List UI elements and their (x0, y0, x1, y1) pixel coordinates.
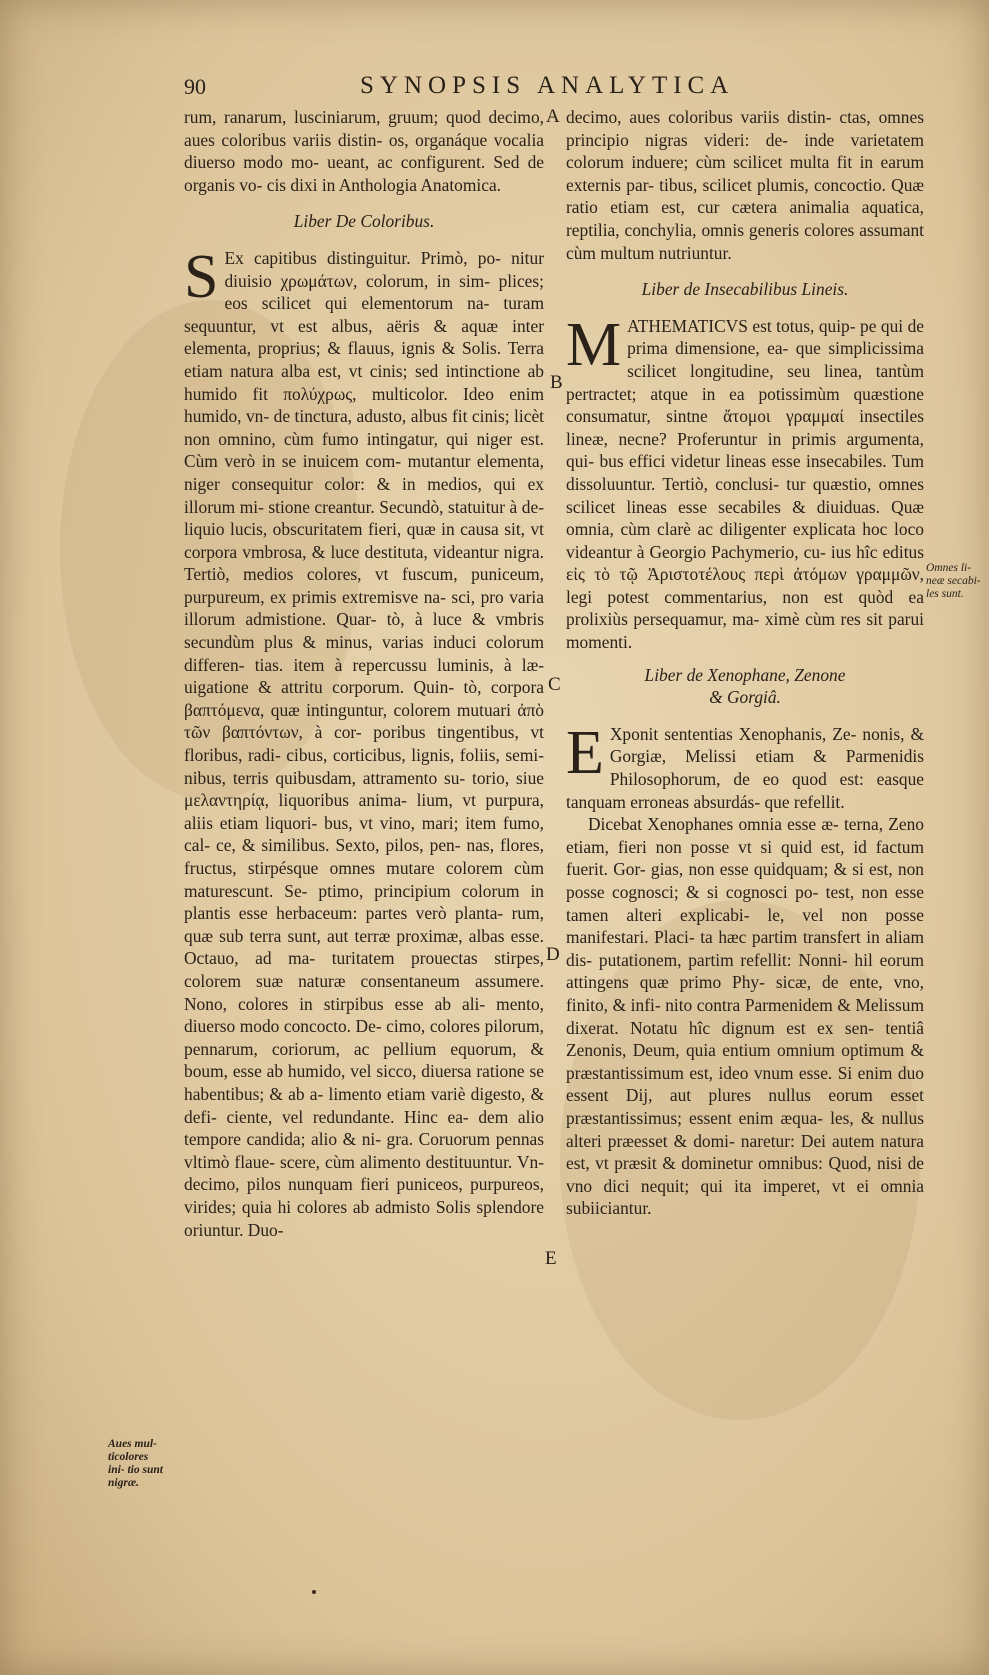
section-title-xenophane-line-1: Liber de Xenophane, Zenone (644, 664, 846, 685)
de-coloribus-text: Ex capitibus distinguitur. Primò, po- nitur diuisio χρωμάτων, colorum, in sim- plices; eos scilicet qui elementorum na- turam sequuntur, vt est albus, aëris & aquæ inter elementa, proprius; & flauus, ignis & Solis. Terra etiam natura alba est, vt cinis; sed intinctione ab humido fit πολύχρως, multicolor. Ideo enim humido, vn- de tinctura, adusto, albus fit cinis; licèt non omnino, cùm fumo intingatur, qui niger est. Cùm verò in se inuicem com- mutantur elementa, niger consequitur color: & in medios, qui ex illorum mi- stione creantur. Secundò, statuitur à de- liquio lucis, obscuritatem fieri, quæ in causa sit, vt corpora vmbrosa, & luce destituta, videantur nigra. Tertiò, medios colores, vt fuscum, puniceum, purpureum, ex primis extremisve na- sci, pro varia illorum admistione. Quar- tò, à luce & vmbris secundùm plus & minus, varias induci colorum differen- tias. item à repercussu luminis, à læ- uigatione & attritu corporum. Quin- tò, corpora βαπτόμενα, quæ intinguntur, colorem mutuari ἀπὸ τῶν βαπτόντων, à cor- poribus tingentibus, vt floribus, radi- cibus, corticibus, lignis, foliis, semi- nibus, terris quibusdam, attramento su- torio, siue μελαντηρίᾳ, liquoribus anima- lium, vt purpura, aliis etiam liquori- bus, vt vino, mari; item fumo, cal- ce, & similibus. Sexto, pilos, pen- nas, flores, fructus, stirpésque omnes mutare colorem cùm maturescunt. Se- ptimo, principium colorum in plantis esse herbaceum: partes verò planta- rum, quæ sub terra sunt, aut terræ proximæ, albas esse. Octauo, ad ma- turitatem prouectas stirpes, colorem suæ naturæ consentaneum assumere. Nono, colores in stirpibus esse ab ali- mento, diuerso modo concocto. De- cimo, colores pilorum, pennarum, coriorum, ac pellium equorum, & boum, esse ab humido, vel sicco, diuersa ratione se habentibus; & ab a- limento etiam variè digesto, & defi- ciente, vel redundante. Hinc ea- dem alio tempore candida; alio & ni- gra. Coruorum pennas vltimò flaue- scere, cùm alimento destituuntur. Vn- decimo, pilos nunquam fieri puniceos, purpureos, virides; quia hi colores ab admisto Solis splendore oriuntur. Duo- (184, 247, 544, 1240)
drop-cap: S (184, 242, 219, 311)
insecabilibus-text: ATHEMATICVS est totus, quip- pe qui de prima dimensione, ea- que simplicissima scilicet longitudine, seu linea, tantùm pertractet; atque in ea potissimùm quæstione consumatur, sintne ἄτομοι γραμμαί insectiles lineæ, necne? Proferuntur in primis argumenta, qui- bus effici videtur lineas esse insecabiles. Tum dissoluuntur. Tertiò, conclusi- tur quæstio, omnes scilicet lineas esse secabiles & diuiduas. Quæ omnia, cùm clarè ac diligenter explicata hoc loco videantur à Georgio Pachymerio, cu- ius hîc editus εἰς τὸ τῷ Ἀριστοτέλους περὶ ἀτόμων γραμμῶν, legi potest commentarius, non est quòd ea prolixiùs persequamur, ma- ximè cùm res sit parui momenti. (566, 315, 924, 653)
xenophane-paragraph-2: Dicebat Xenophanes omnia esse æ- terna, Zeno etiam, fieri non posse vt si quid est, id factum fuerit. Gor- gias, non esse quidquam; & si est, non posse cognosci; & si cognosci po- test, non esse tamen alteri explicabi- le, vel non posse manifestari. Placi- ta hæc partim transfert in aliam dis- putationem, partim refellit: Nonni- hil eorum attingens quæ primo Phy- sicæ, de ente, vno, finito, & infi- nito contra Parmenidem & Melissum dixerat. Notatu hîc dignum est ex sen- tentiâ Zenonis, Deum, quia entium omnium optimum & præstantissimum est, ideo vnum esse. Si enim duo essent Dij, aut plures nullus eorum esset præstantissimus; essent enim æqua- les, & nullus alteri præesset & domi- naretur: Dei autem natura est, vt præsit & dominetur omnibus: Quod, nisi de vno dici nequit; qui ita imperet, vt ei omnia subiiciantur. (566, 814, 924, 1219)
left-intro-paragraph: rum, ranarum, lusciniarum, gruum; quod decimo, aues coloribus variis distin- os, organáque vocalia diuerso modo mo- ueant, ac configurent. Sed de organis vo- cis dixi in Anthologia Anatomica. (184, 107, 544, 195)
margin-note-right: Omnes li- neæ secabi- les sunt. (926, 562, 981, 600)
section-marker-c: C (548, 674, 561, 695)
right-intro-paragraph: decimo, aues coloribus variis distin- ctas, omnes principio nigras videri: de- inde varietatem colorum induere; cùm scilicet multa fit in earum externis par- tibus, scilicet plumis, concoctio. Quæ ratio etiam est, cur cætera animalia aquatica, reptilia, conchylia, omnis generis colores assumant cùm multum nutriuntur. (566, 107, 924, 263)
section-marker-a: A (546, 106, 560, 127)
xenophane-text: Xponit sententias Xenophanis, Ze- nonis, & Gorgiæ, Melissi etiam & Parmenidis Philosophorum, de eo quod est: easque tanquam erroneas absurdás- que refellit. (566, 723, 924, 812)
section-marker-e: E (545, 1248, 557, 1269)
left-column (184, 106, 544, 1241)
page-number: 90 (184, 74, 206, 99)
right-column (566, 106, 924, 1220)
ink-dot (312, 1590, 316, 1594)
section-marker-b: B (550, 372, 563, 393)
running-title: SYNOPSIS ANALYTICA (360, 72, 735, 99)
de-coloribus-paragraph (184, 242, 544, 1241)
insecabilibus-paragraph (566, 310, 924, 654)
drop-cap: E (566, 718, 604, 787)
section-title-xenophane-line-2: & Gorgiâ. (709, 687, 781, 708)
section-title-insecabilibus: Liber de Insecabilibus Lineis. (641, 279, 849, 300)
margin-note-left: Aues mul- ticolores ini- tio sunt nigræ. (108, 1438, 163, 1489)
page-header (184, 68, 744, 108)
section-title-xenophane (566, 664, 924, 709)
section-marker-d: D (546, 944, 560, 965)
section-title-de-coloribus: Liber De Coloribus. (293, 211, 435, 232)
drop-cap: M (566, 310, 622, 379)
xenophane-paragraph (566, 718, 924, 813)
